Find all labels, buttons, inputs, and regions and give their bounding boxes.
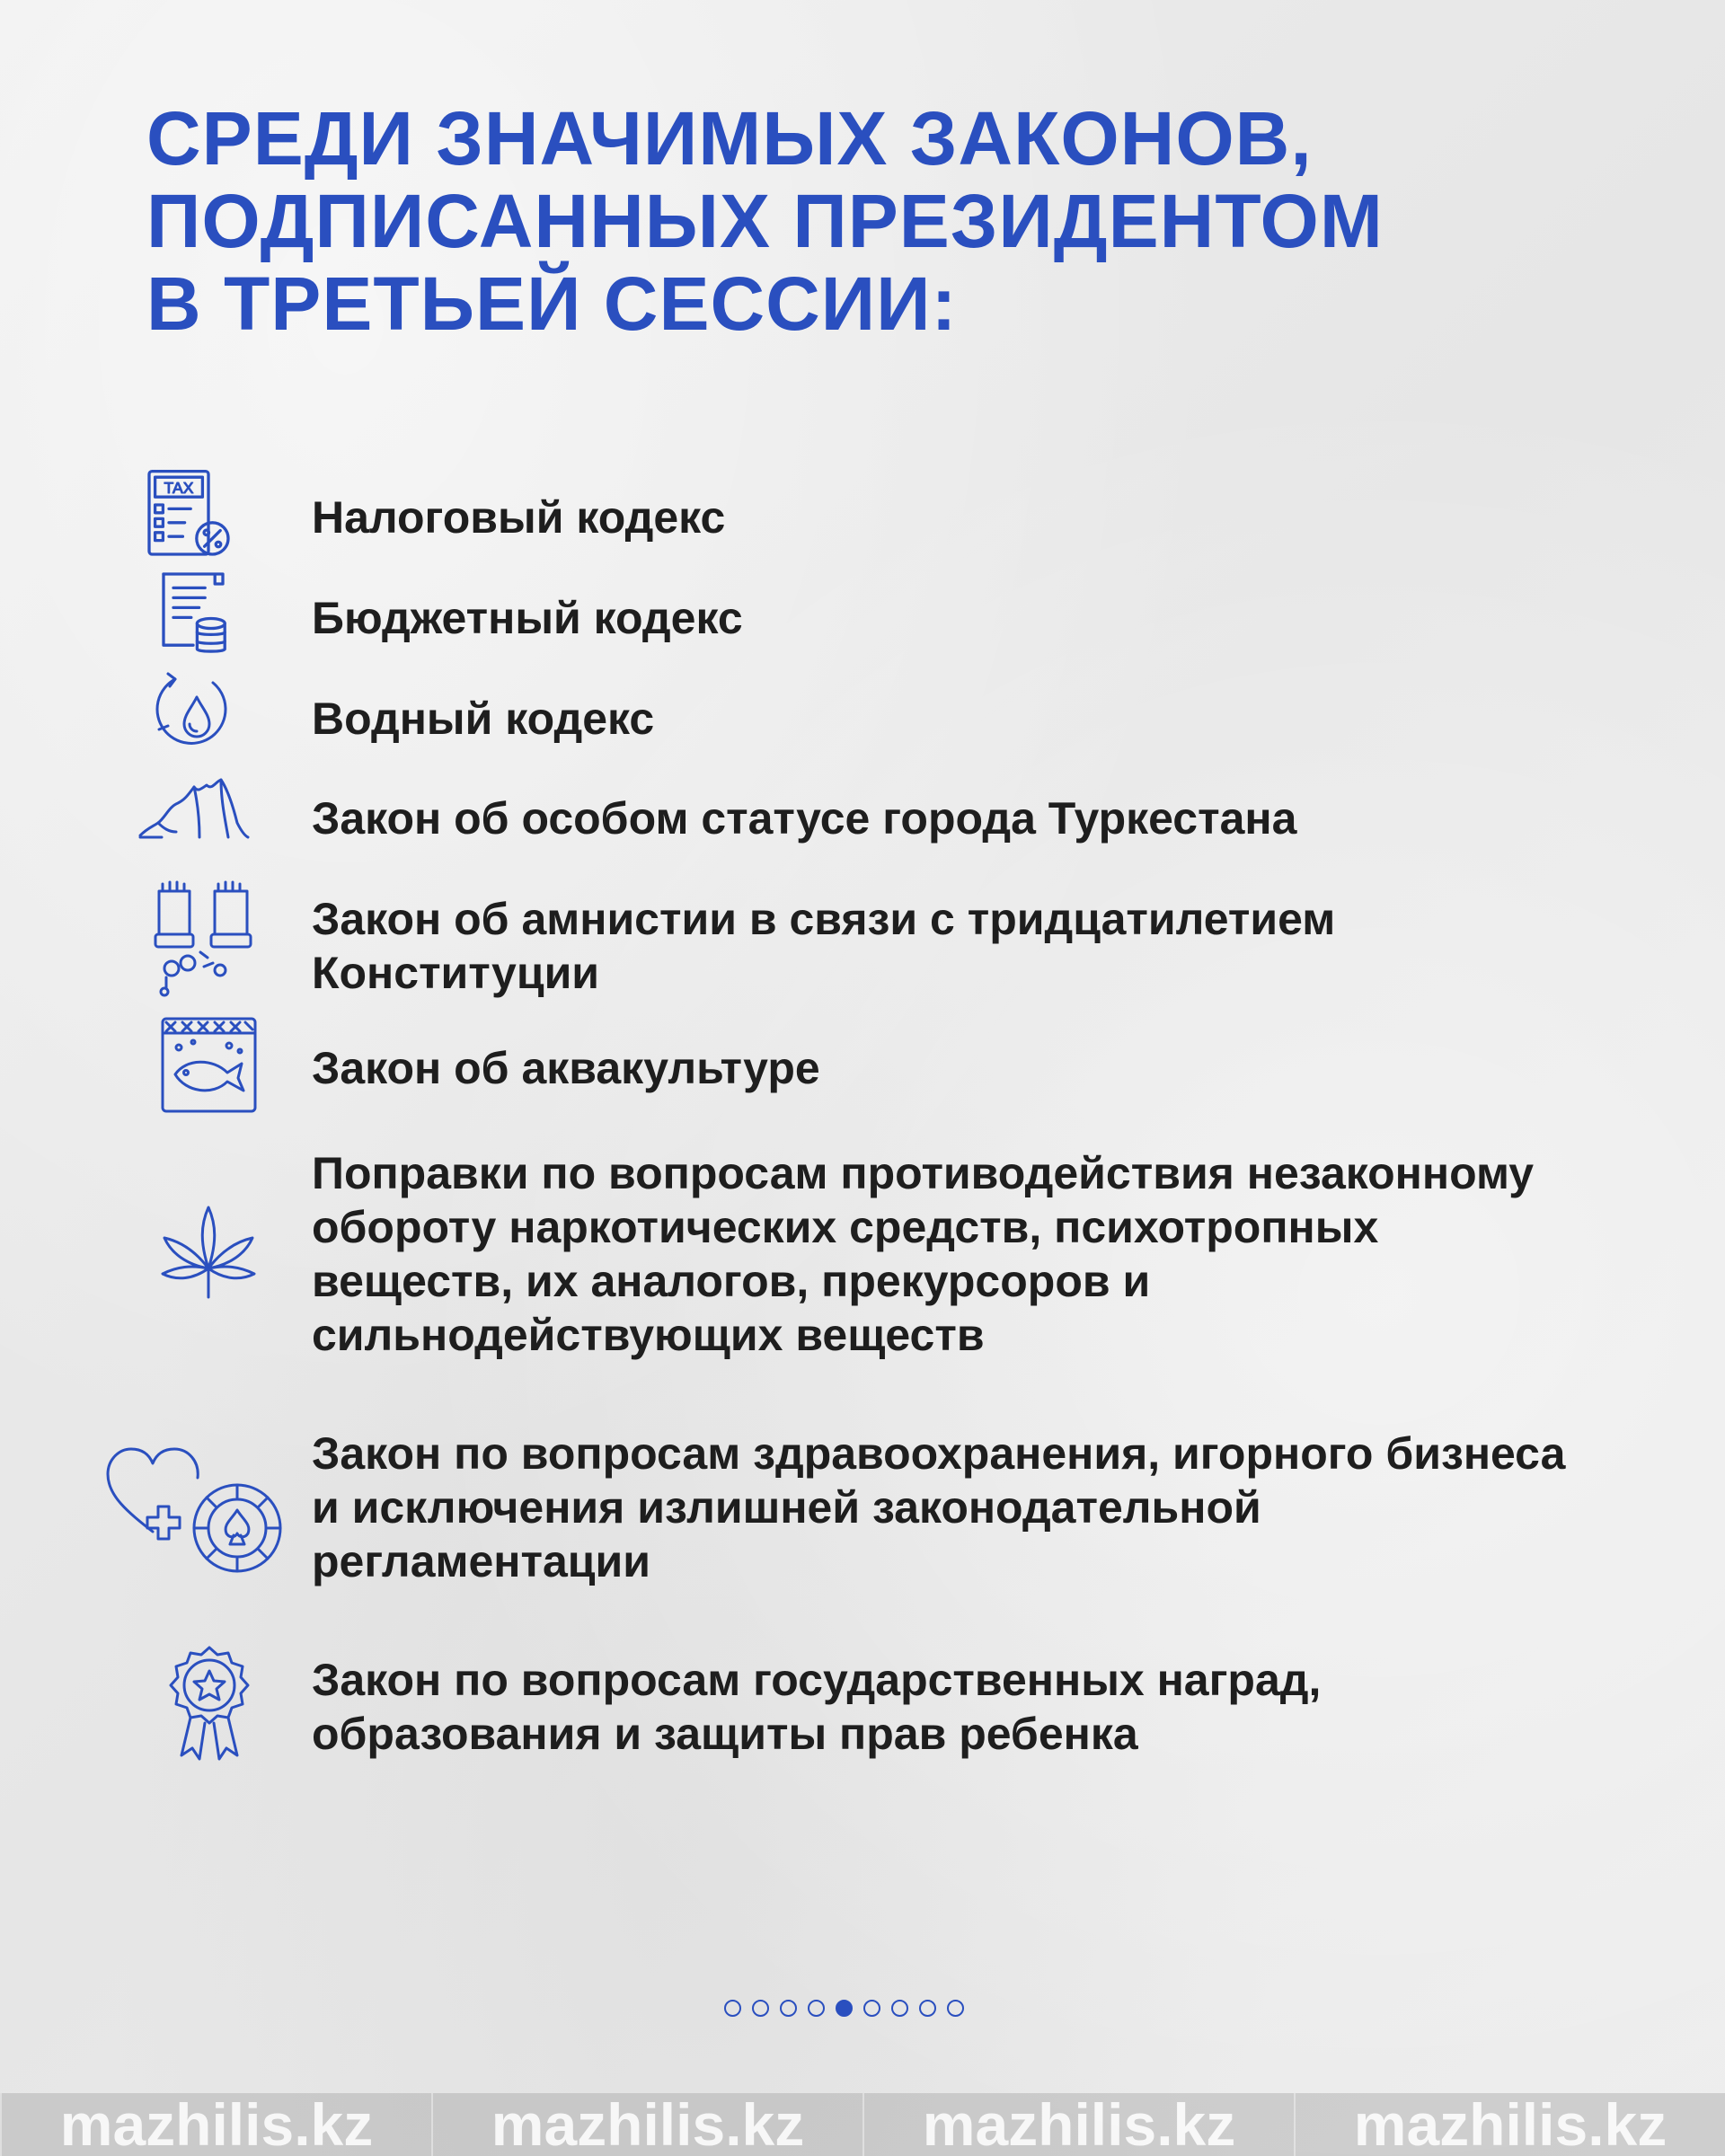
law-item-budget-code: Бюджетный кодекс (312, 593, 743, 643)
fish-icon (157, 1013, 261, 1117)
title-line-2: ПОДПИСАННЫХ ПРЕЗИДЕНТОМ (146, 179, 1384, 263)
law-item-turkestan-status: Закон об особом статусе города Туркестана (312, 793, 1297, 844)
title-line-1: СРЕДИ ЗНАЧИМЫХ ЗАКОНОВ, (146, 96, 1313, 181)
law-item-amnesty: Закон об амнистии в связи с тридцатилетием Конституции (312, 894, 1336, 998)
page-dot-3[interactable] (780, 2000, 797, 2017)
watermark-text: mazhilis.kz (1294, 2093, 1725, 2156)
handcuffs-icon (148, 880, 270, 997)
water-icon (148, 667, 238, 756)
page-dot-1[interactable] (724, 2000, 741, 2017)
page-dot-2[interactable] (752, 2000, 769, 2017)
law-item-tax-code: Налоговый кодекс (312, 492, 726, 543)
cannabis-leaf-icon (157, 1202, 261, 1305)
heart-casino-chip-icon (101, 1442, 289, 1577)
watermark-text: mazhilis.kz (0, 2093, 431, 2156)
award-medal-icon (160, 1644, 259, 1765)
carousel-pagination (724, 2000, 964, 2021)
law-item-health-gambling: Закон по вопросам здравоохранения, игорного бизнеса и исключения излишней законодательной регламентации (312, 1428, 1566, 1586)
watermark-text: mazhilis.kz (431, 2093, 862, 2156)
law-item-narcotics: Поправки по вопросам противодействия незаконному обороту наркотических средств, психотропных веществ, их аналогов, прекурсоров и сильнодействующих веществ (312, 1148, 1535, 1360)
law-item-water-code: Водный кодекс (312, 694, 655, 744)
page-dot-8[interactable] (919, 2000, 936, 2017)
tax-icon-label: TAX (164, 478, 194, 497)
page-dot-6[interactable] (863, 2000, 880, 2017)
page-dot-4[interactable] (808, 2000, 825, 2017)
law-item-aquaculture: Закон об аквакультуре (312, 1043, 820, 1093)
law-item-state-awards: Закон по вопросам государственных наград, образования и защиты прав ребенка (312, 1655, 1322, 1759)
page-dot-5-active[interactable] (836, 2000, 853, 2017)
tax-icon (139, 465, 238, 564)
watermark-text: mazhilis.kz (862, 2093, 1294, 2156)
page-dot-7[interactable] (891, 2000, 908, 2017)
budget-icon (144, 564, 243, 663)
title-line-3: В ТРЕТЬЕЙ СЕССИИ: (146, 261, 958, 346)
mountain-icon (135, 773, 261, 853)
watermark-strip (0, 2093, 1725, 2156)
page-dot-9[interactable] (947, 2000, 964, 2017)
